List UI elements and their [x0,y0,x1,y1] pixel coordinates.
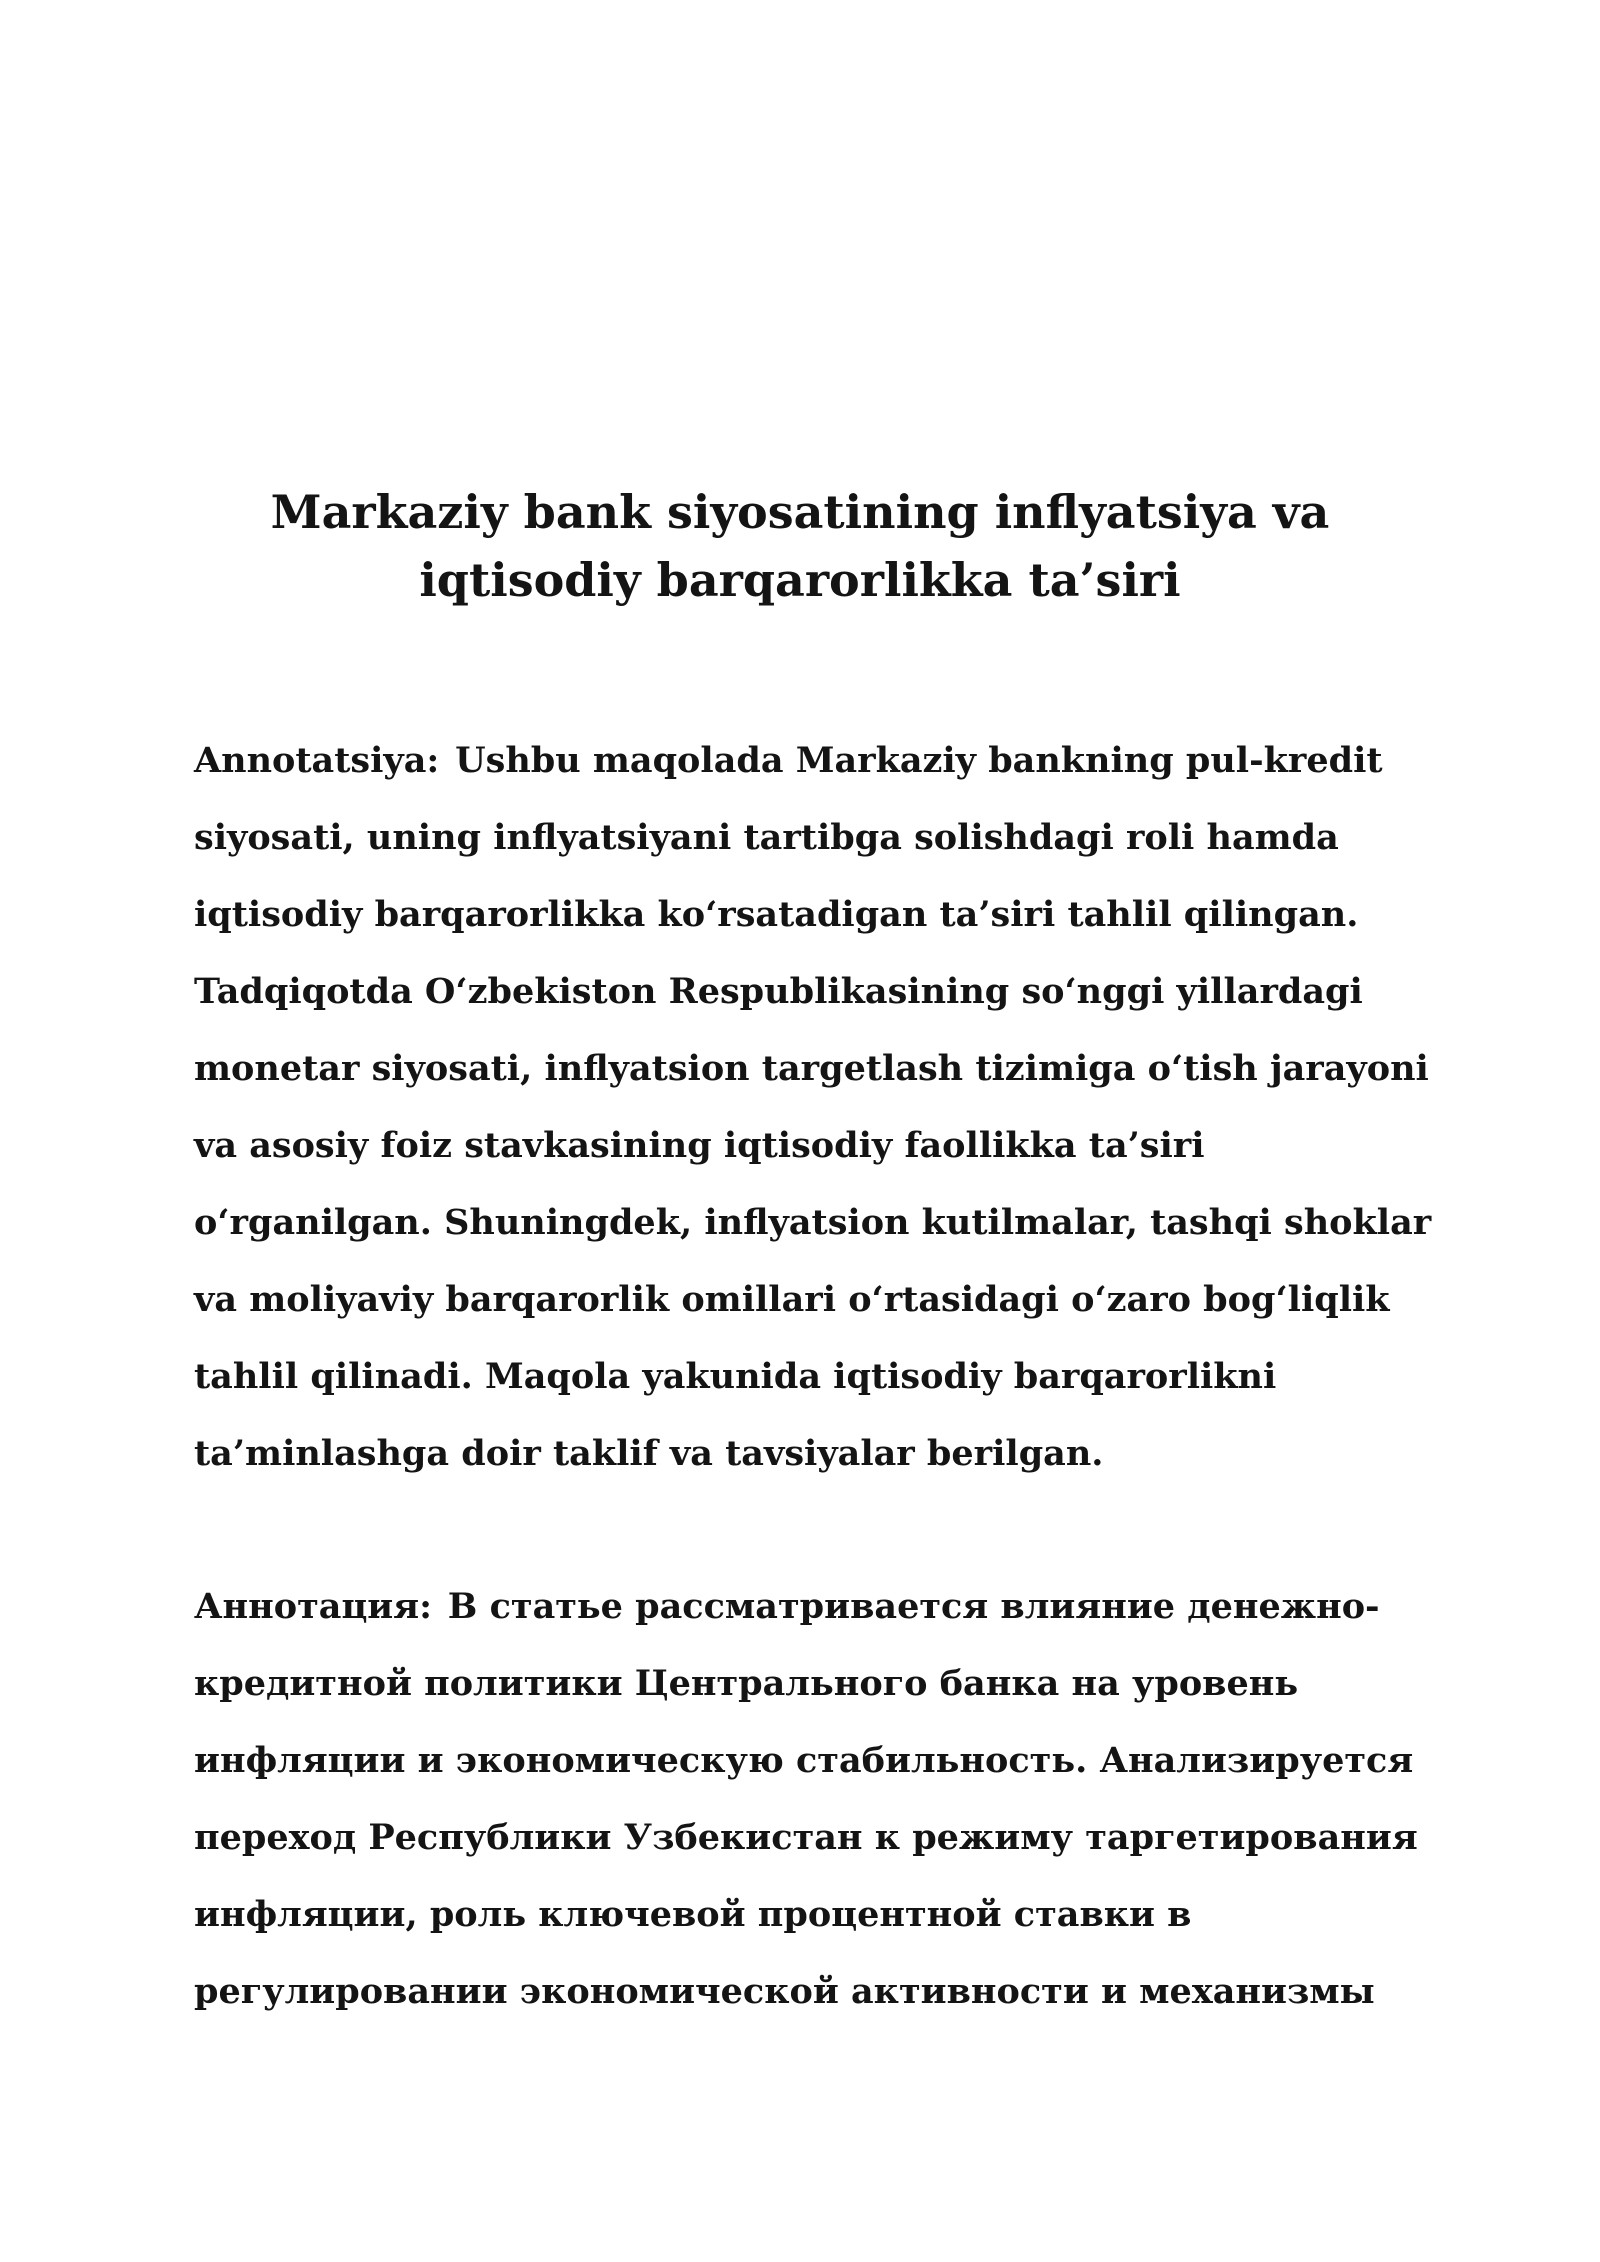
abstract-line: кредитной политики Центрального банка на уровень [194,1663,1299,1704]
abstract-line: va moliyaviy barqarorlik omillari o‘rtasidagi o‘zaro bog‘liqlik [194,1279,1390,1320]
abstract-line: siyosati, uning inflyatsiyani tartibga solishdagi roli hamda [194,817,1339,858]
abstract-label: Annotatsiya: [194,740,440,781]
abstract-line: регулировании экономической активности и механизмы [194,1971,1375,2012]
article-title [0,478,1600,614]
title-line: iqtisodiy barqarorlikka ta’siri [419,553,1181,607]
abstract-uzbek [194,722,1432,1492]
abstract-line: iqtisodiy barqarorlikka ko‘rsatadigan ta’siri tahlil qilingan. [194,894,1359,935]
abstract-line: o‘rganilgan. Shuningdek, inflyatsion kutilmalar, tashqi shoklar [194,1202,1432,1243]
abstract-text: Ushbu maqolada Markaziy bankning pul-kredit [455,740,1383,781]
abstract-line: tahlil qilinadi. Maqola yakunida iqtisodiy barqarorlikni [194,1356,1277,1397]
abstract-russian [194,1568,1424,2030]
abstract-line: va asosiy foiz stavkasining iqtisodiy faollikka ta’siri [194,1125,1205,1166]
abstract-line: переход Республики Узбекистан к режиму таргетирования [194,1817,1418,1858]
abstract-line: инфляции и экономическую стабильность. Анализируется [194,1740,1414,1781]
abstract-line: инфляции, роль ключевой процентной ставки в [194,1894,1192,1935]
title-line: Markaziy bank siyosatining inflyatsiya va [270,485,1330,539]
abstract-text: В статье рассматривается влияние денежно- [447,1586,1380,1627]
abstract-line [194,1568,1424,1645]
abstract-line: Tadqiqotda O‘zbekiston Respublikasining so‘nggi yillardagi [194,971,1363,1012]
abstract-label: Аннотация: [194,1586,433,1627]
abstract-line: ta’minlashga doir taklif va tavsiyalar berilgan. [194,1433,1104,1474]
abstract-line: monetar siyosati, inflyatsion targetlash tizimiga o‘tish jarayoni [194,1048,1429,1089]
abstract-line [194,722,1424,799]
